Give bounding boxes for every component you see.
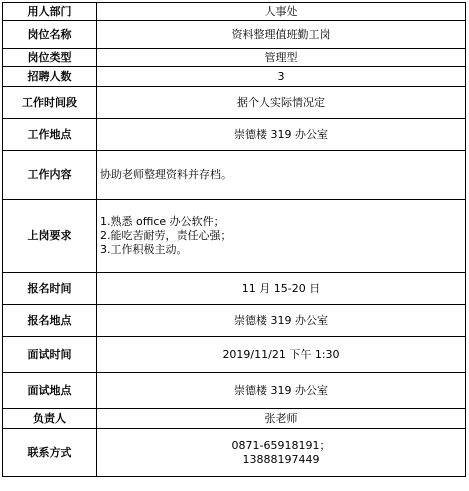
table-row-position-type	[3, 49, 466, 67]
position-name-value: 资料整理值班勤工岗	[97, 21, 466, 49]
requirements-label: 上岗要求	[3, 200, 97, 273]
requirement-item: 3.工作积极主动。	[100, 243, 188, 256]
headcount-value: 3	[97, 67, 466, 87]
headcount-label: 招聘人数	[3, 67, 97, 87]
work-hours-label: 工作时间段	[3, 87, 97, 119]
requirement-item: 1.熟悉 office 办公软件；	[100, 215, 225, 228]
interview-time-label: 面试时间	[3, 337, 97, 373]
requirements-value	[97, 200, 466, 273]
table-row-signup-time	[3, 273, 466, 305]
table-row-work-location	[3, 119, 466, 151]
signup-location-label: 报名地点	[3, 305, 97, 337]
phone-number: 0871-65918191；	[231, 438, 331, 452]
department-value: 人事处	[97, 3, 466, 21]
signup-location-value: 崇德楼 319 办公室	[97, 305, 466, 337]
job-info-table	[2, 2, 466, 477]
table-row-signup-location	[3, 305, 466, 337]
table-row-interview-time	[3, 337, 466, 373]
table-row-headcount	[3, 67, 466, 87]
work-location-label: 工作地点	[3, 119, 97, 151]
position-name-label: 岗位名称	[3, 21, 97, 49]
contact-person-value: 张老师	[97, 409, 466, 429]
interview-location-label: 面试地点	[3, 373, 97, 409]
interview-time-value: 2019/11/21 下午 1:30	[97, 337, 466, 373]
table-row-job-content	[3, 151, 466, 200]
interview-location-value: 崇德楼 319 办公室	[97, 373, 466, 409]
table-row-department	[3, 3, 466, 21]
table-row-contact-person	[3, 409, 466, 429]
contact-info-value	[97, 429, 466, 477]
signup-time-value: 11 月 15-20 日	[97, 273, 466, 305]
table-row-contact-info	[3, 429, 466, 477]
table-row-interview-location	[3, 373, 466, 409]
contact-info-label: 联系方式	[3, 429, 97, 477]
table-row-work-hours	[3, 87, 466, 119]
requirement-item: 2.能吃苦耐劳，责任心强；	[100, 229, 232, 242]
table-row-requirements	[3, 200, 466, 273]
phone-number: 13888197449	[242, 452, 320, 466]
contact-person-label: 负责人	[3, 409, 97, 429]
position-type-value: 管理型	[97, 49, 466, 67]
signup-time-label: 报名时间	[3, 273, 97, 305]
position-type-label: 岗位类型	[3, 49, 97, 67]
job-content-label: 工作内容	[3, 151, 97, 200]
work-hours-value: 据个人实际情况定	[97, 87, 466, 119]
work-location-value: 崇德楼 319 办公室	[97, 119, 466, 151]
job-content-value: 协助老师整理资料并存档。	[97, 151, 466, 200]
table-row-position-name	[3, 21, 466, 49]
department-label: 用人部门	[3, 3, 97, 21]
